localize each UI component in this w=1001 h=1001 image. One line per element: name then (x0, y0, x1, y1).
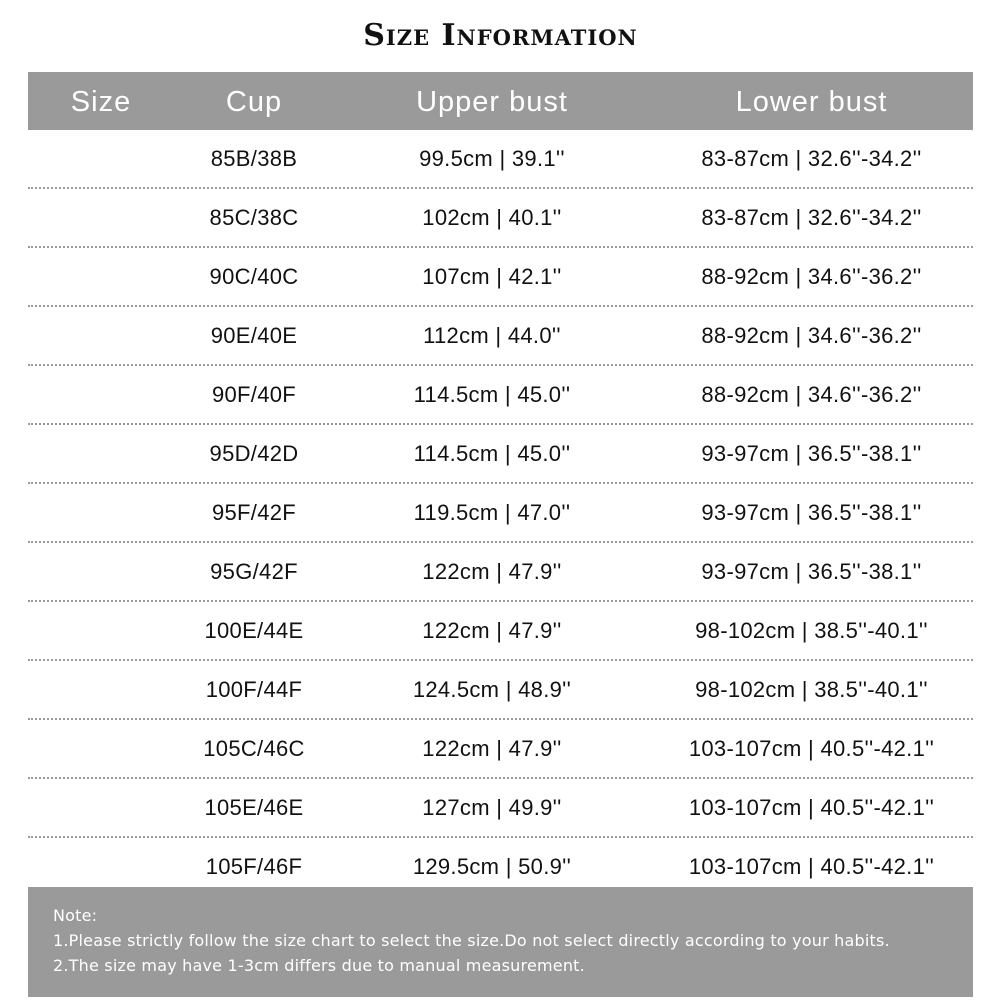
lower-bust-cell: 93-97cm | 36.5''-38.1'' (701, 441, 922, 466)
lower-bust-cell: 103-107cm | 40.5''-42.1'' (688, 854, 935, 879)
table-row (28, 661, 973, 720)
cup-cell: 90E/40E (210, 323, 298, 348)
table-row (28, 248, 973, 307)
cup-cell: 85C/38C (209, 205, 299, 230)
lower-bust-cell: 88-92cm | 34.6''-36.2'' (701, 382, 922, 407)
cup-cell: 95G/42F (210, 559, 298, 584)
lower-bust-cell: 83-87cm | 32.6''-34.2'' (701, 146, 922, 171)
table-row (28, 720, 973, 779)
upper-bust-cell: 124.5cm | 48.9'' (412, 677, 572, 702)
cup-cell: 105F/46F (205, 854, 303, 879)
table-row (28, 543, 973, 602)
table-row (28, 189, 973, 248)
upper-bust-cell: 127cm | 49.9'' (422, 795, 562, 820)
lower-bust-cell: 103-107cm | 40.5''-42.1'' (688, 736, 935, 761)
size-table-body (28, 130, 973, 897)
cup-cell: 100F/44F (205, 677, 303, 702)
table-header (28, 72, 973, 130)
lower-bust-cell: 98-102cm | 38.5''-40.1'' (695, 677, 928, 702)
cup-cell: 95D/42D (209, 441, 299, 466)
header-lower-bust: Lower bust (735, 86, 888, 118)
table-row (28, 307, 973, 366)
upper-bust-cell: 102cm | 40.1'' (422, 205, 562, 230)
lower-bust-cell: 83-87cm | 32.6''-34.2'' (701, 205, 922, 230)
cup-cell: 95F/42F (211, 500, 297, 525)
table-row (28, 602, 973, 661)
upper-bust-cell: 112cm | 44.0'' (423, 323, 561, 348)
cup-cell: 105E/46E (204, 795, 304, 820)
cup-cell: 100E/44E (204, 618, 304, 643)
table-row (28, 779, 973, 838)
lower-bust-cell: 93-97cm | 36.5''-38.1'' (701, 559, 922, 584)
cup-cell: 105C/46C (203, 736, 305, 761)
upper-bust-cell: 114.5cm | 45.0'' (413, 382, 571, 407)
cup-cell: 90C/40C (209, 264, 299, 289)
table-row (28, 130, 973, 189)
cup-cell: 85B/38B (210, 146, 298, 171)
lower-bust-cell: 93-97cm | 36.5''-38.1'' (701, 500, 922, 525)
upper-bust-cell: 99.5cm | 39.1'' (419, 146, 565, 171)
page-title: Size Information (363, 18, 638, 53)
header-cup: Cup (225, 86, 283, 118)
upper-bust-cell: 122cm | 47.9'' (422, 618, 562, 643)
note-box (28, 887, 973, 997)
upper-bust-cell: 129.5cm | 50.9'' (412, 854, 572, 879)
upper-bust-cell: 119.5cm | 47.0'' (413, 500, 571, 525)
table-row (28, 366, 973, 425)
upper-bust-cell: 114.5cm | 45.0'' (413, 441, 571, 466)
header-size: Size (70, 86, 132, 118)
note-line: 1.Please strictly follow the size chart to select the size.Do not select directly according to your habits. (53, 931, 890, 950)
upper-bust-cell: 122cm | 47.9'' (422, 736, 562, 761)
upper-bust-cell: 122cm | 47.9'' (422, 559, 562, 584)
header-upper-bust: Upper bust (416, 86, 568, 118)
upper-bust-cell: 107cm | 42.1'' (422, 264, 562, 289)
note-line: 2.The size may have 1-3cm differs due to manual measurement. (53, 956, 585, 975)
lower-bust-cell: 98-102cm | 38.5''-40.1'' (695, 618, 928, 643)
cup-cell: 90F/40F (211, 382, 297, 407)
note-heading: Note: (53, 906, 98, 925)
lower-bust-cell: 88-92cm | 34.6''-36.2'' (701, 323, 922, 348)
lower-bust-cell: 103-107cm | 40.5''-42.1'' (688, 795, 935, 820)
table-row (28, 425, 973, 484)
lower-bust-cell: 88-92cm | 34.6''-36.2'' (701, 264, 922, 289)
table-row (28, 484, 973, 543)
